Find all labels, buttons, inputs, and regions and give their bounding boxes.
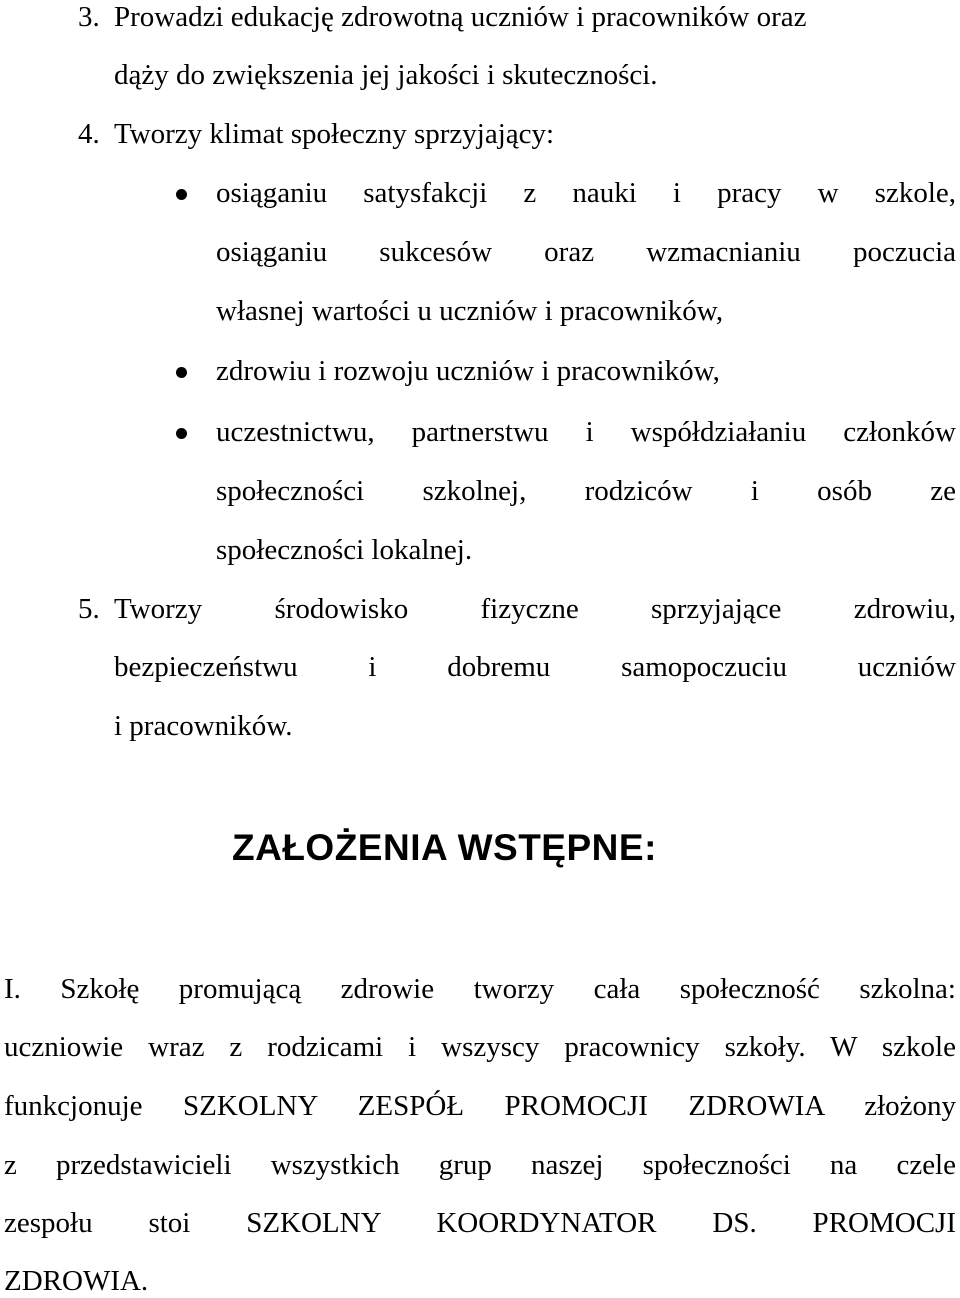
item-4-number: 4. (78, 118, 100, 150)
item-3-number: 3. (78, 1, 100, 33)
bullet-icon (176, 367, 187, 378)
bullet-3-line-3: społeczności lokalnej. (216, 534, 473, 566)
section-heading: ZAŁOŻENIA WSTĘPNE: (232, 827, 657, 868)
item-4-line-1 (78, 117, 554, 151)
item-3-line-2: dąży do zwiększenia jej jakości i skuteczności. (114, 59, 658, 91)
section-1-line-4: z przedstawicieli wszystkich grup naszej społeczności na czele (4, 1149, 956, 1181)
item-5-line-2: bezpieczeństwu i dobremu samopoczuciu uczniów (114, 651, 956, 683)
bullet-3-line-2: społeczności szkolnej, rodziców i osób ze (216, 475, 956, 507)
bullet-1-line-2: osiąganiu sukcesów oraz wzmacnianiu poczucia (216, 236, 956, 268)
bullet-1-line-3: własnej wartości u uczniów i pracowników, (216, 295, 724, 327)
bullet-1-line-1: osiąganiu satysfakcji z nauki i pracy w szkole, (216, 177, 956, 209)
item-5-line-1 (78, 592, 956, 626)
section-1-line-3: funkcjonuje SZKOLNY ZESPÓŁ PROMOCJI ZDROWIA złożony (4, 1090, 956, 1122)
item-4-text: Tworzy klimat społeczny sprzyjający: (114, 118, 555, 150)
section-1-line-5: zespołu stoi SZKOLNY KOORDYNATOR DS. PROMOCJI (4, 1207, 956, 1239)
item-3-text: Prowadzi edukację zdrowotną uczniów i pracowników oraz (114, 1, 807, 33)
bullet-icon (176, 189, 187, 200)
bullet-2-line-1: zdrowiu i rozwoju uczniów i pracowników, (216, 355, 720, 387)
item-3-line-1 (78, 0, 807, 34)
section-1-line-1: I. Szkołę promującą zdrowie tworzy cała społeczność szkolna: (4, 973, 956, 1005)
bullet-icon (176, 428, 187, 439)
item-5-text: Tworzy środowisko fizyczne sprzyjające zdrowiu, (114, 593, 956, 625)
item-5-number: 5. (78, 593, 100, 625)
section-1-line-6: ZDROWIA. (4, 1265, 149, 1297)
bullet-3-line-1: uczestnictwu, partnerstwu i współdziałaniu członków (216, 416, 956, 448)
section-1-line-2: uczniowie wraz z rodzicami i wszyscy pracownicy szkoły. W szkole (4, 1031, 956, 1063)
item-5-line-3: i pracowników. (114, 710, 293, 742)
